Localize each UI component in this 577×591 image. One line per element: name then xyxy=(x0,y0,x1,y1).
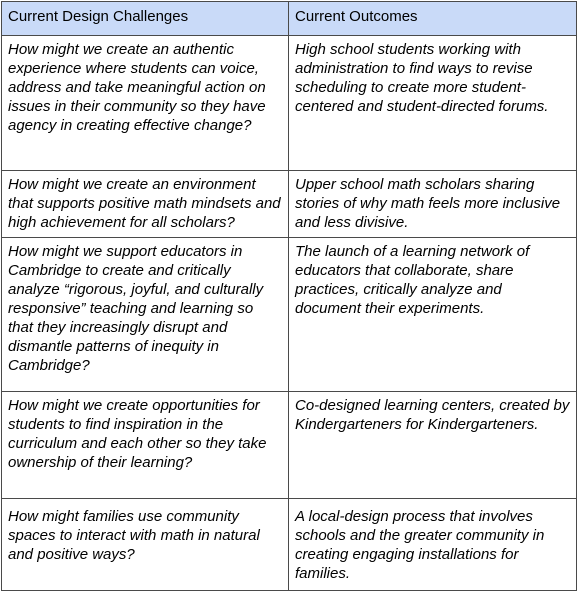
header-current-outcomes: Current Outcomes xyxy=(289,2,577,36)
challenge-cell: How might we create an environment that supports positive math mindsets and high achievement for all scholars? xyxy=(2,171,289,238)
table-body xyxy=(2,36,577,591)
table-row xyxy=(2,171,577,238)
table-row xyxy=(2,499,577,591)
header-row xyxy=(2,2,577,36)
outcome-cell: A local-design process that involves schools and the greater community in creating engaging installations for families. xyxy=(289,499,577,591)
challenge-cell: How might we create an authentic experience where students can voice, address and take meaningful action on issues in their community so they have agency in creating effective change? xyxy=(2,36,289,171)
table-header xyxy=(2,2,577,36)
table-row xyxy=(2,36,577,171)
outcome-cell: High school students working with administration to find ways to revise scheduling to create more student-centered and student-directed forums. xyxy=(289,36,577,171)
outcome-cell: Co-designed learning centers, created by Kindergarteners for Kindergarteners. xyxy=(289,392,577,499)
outcome-cell: Upper school math scholars sharing stories of why math feels more inclusive and less divisive. xyxy=(289,171,577,238)
challenge-cell: How might we create opportunities for students to find inspiration in the curriculum and each other so they take ownership of their learning? xyxy=(2,392,289,499)
outcome-cell: The launch of a learning network of educators that collaborate, share practices, critically analyze and document their experiments. xyxy=(289,238,577,392)
challenge-cell: How might we support educators in Cambridge to create and critically analyze “rigorous, joyful, and culturally responsive” teaching and learning so that they increasingly disrupt and dismantle patterns of inequity in Cambridge? xyxy=(2,238,289,392)
header-design-challenges: Current Design Challenges xyxy=(2,2,289,36)
table-row xyxy=(2,392,577,499)
design-challenges-table xyxy=(1,1,577,591)
table-row xyxy=(2,238,577,392)
challenge-cell: How might families use community spaces to interact with math in natural and positive ways? xyxy=(2,499,289,591)
